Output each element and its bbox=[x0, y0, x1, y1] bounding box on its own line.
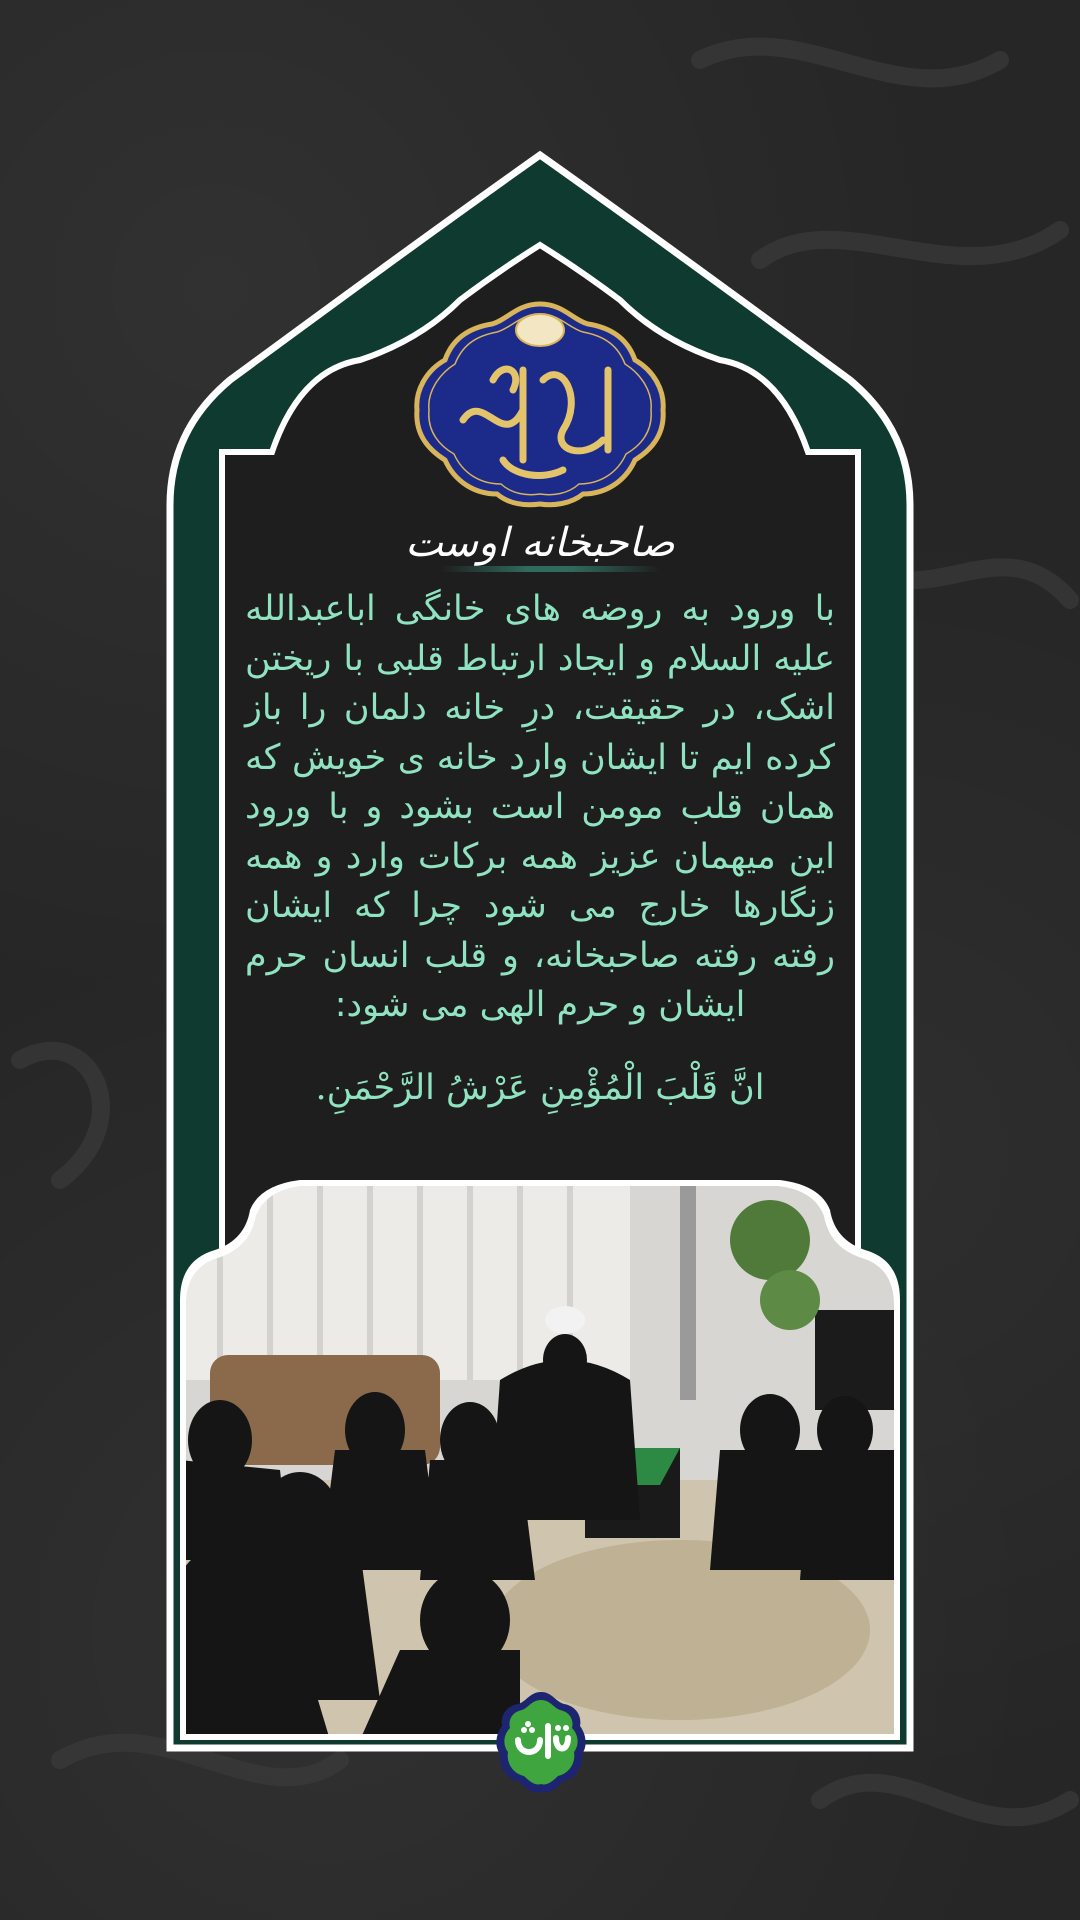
subtitle: صاحبخانه اوست bbox=[405, 520, 675, 566]
imam-emblem-icon bbox=[413, 300, 667, 508]
event-photo bbox=[175, 1180, 900, 1740]
body-paragraph: با ورود به روضه های خانگی اباعبدالله علیه السلام و ایجاد ارتباط قلبی با ریختن اشک، در حقیقت، درِ خانه دلمان را باز کرده ایم تا ایشان وارد خانه ی خویش که همان قلب مومن است بشود و با ورود این میهمان عزیز همه برکات وارد و همه زنگارها خارج می شود چرا که ایشان رفته رفته صاحبخانه، و قلب انسان حرم ایشان و حرم الهی می شود: bbox=[245, 589, 835, 1025]
saqeb-logo-icon bbox=[494, 1690, 588, 1794]
hadith-quote: انَّ قَلْبَ الْمُؤْمِنِ عَرْشُ الرَّحْمَنِ. bbox=[315, 1068, 765, 1108]
subtitle-underline bbox=[440, 566, 660, 572]
